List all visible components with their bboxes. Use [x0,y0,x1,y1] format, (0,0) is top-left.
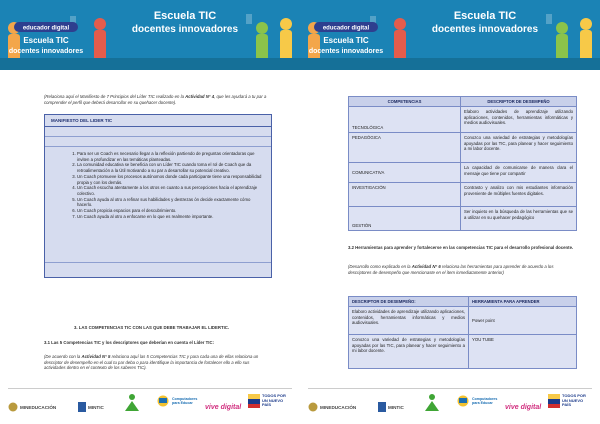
list-item: 4. Un Coach escucha atentamente a los otros en cuanto a sus percepciones hacia el aprendizaje colectivo. [77,185,263,196]
list-item: 5. Un Coach ayuda al otro a refinar sus habilidades y destrezas ón decide exactamente cómo hacerlo. [77,197,263,208]
mineducacion-logo: MINEDUCACIÓN [8,398,56,416]
computer-icon [456,395,470,407]
table-header: DESCRIPTOR DE DESEMPEÑO [461,97,577,107]
table-row: INVESTIGACIÓN Contrasto y analizo con mis estudiantes información proveniente de múltiples fuentes digitales. [349,183,577,207]
footer [0,388,300,424]
banner-title-block [120,10,250,35]
banner-title: Escuela TIC [153,10,217,22]
list-item: 3. Un Coach promueve los procesos autónomos donde cada participante tiene una responsabilidad propia y con los demás. [77,174,263,185]
table-header: HERRAMIENTA PARA APRENDER [469,297,577,307]
header-banner [0,0,300,70]
section-32-title: 3.2 Herramientas para aprender y fortalecerse en las competencias TIC para el desarrollo profesional docente. [348,245,574,250]
table-row: TECNOLÓGICA Elaboro actividades de aprendizaje utilizando aplicaciones, contenidos, herramientas informáticas y medios audiovisuales. [349,107,577,133]
banner-title: Escuela TIC [453,10,517,22]
section-32-paragraph: (Desarrollo como explicado en la Actividad N° 6 relaciona las herramientas para aprender de acuerdo a los descriptores de desempeño que mencionaste en el ítem inmediatamente anterior) [348,264,554,275]
shield-icon [78,402,86,412]
table-header: DESCRIPTOR DE DESEMPEÑO: [349,297,469,307]
logo-line-3: docentes innovadores [308,48,384,55]
sena-logo [124,394,142,412]
list-item: 1. Para ser un Coach es necesario llegar a la reflexión partiendo de preguntas orientadoras que inviten a profundizar en las temáticas planteadas. [77,151,263,162]
logo-line-2: Escuela TIC [23,36,69,45]
section-31-paragraph: (De acuerdo con la Actividad N° 5 relaciona aquí las 5 Competencias TIC y para cada una de ellas relaciona un descriptor de desempeño en el cual tu par deba o para identifique la importancia de fortalecer ello a ello sus actividades dentro en el contexto de los saberes TIC). [44,354,259,371]
logo-line-1: educador digital [322,25,370,32]
flag-icon [548,394,560,408]
computer-icon [156,395,170,407]
educador-digital-logo [308,22,384,62]
todos-por-un-nuevo-pais-logo: TODOS POR UN NUEVO PAÍS [548,392,590,410]
banner-subtitle: docentes innovadores [131,24,239,35]
mineducacion-logo: MINEDUCACIÓN [308,398,356,416]
shield-icon [308,402,318,412]
intro-paragraph: (Relaciona aquí el Manifiesto de 7 Principios del Líder TIC realizado en la Actividad N° 4, que les ayudará a tu par a comprender el perfil que deberá desarrollar en su quehacer docente). [44,94,267,105]
sena-icon [424,393,440,413]
banner-subtitle: docentes innovadores [431,24,539,35]
computadores-para-educar-logo: Computadores para Educar [156,392,202,410]
shield-icon [378,402,386,412]
section-31-title: 3.1 Las 5 Competencias TIC y los descriptores que deberían en cuenta el Líder TIC: [44,340,215,345]
logo-line-1: educador digital [22,25,70,32]
todos-por-un-nuevo-pais-logo: TODOS POR UN NUEVO PAÍS [248,392,290,410]
sena-icon [124,393,140,413]
table-row: COMUNICATIVA La capacidad de comunicarse de manera clara el mensaje que tiene por compartir [349,163,577,183]
list-item: 6. Un Coach propicia espacios para el descubrimiento. [77,208,263,214]
competencies-table [348,96,577,231]
table-row: GESTIÓN Ser inquieto en la búsqueda de las herramientas que se a utilizar en su quehacer pedagógico [349,207,577,231]
flag-icon [248,394,260,408]
footer [300,388,600,424]
table-row: Conozco una variedad de estrategias y metodologías apoyadas por las TIC, para planear y hacer seguimiento a mi labor docente. YOU TUBE [349,335,577,369]
educador-digital-logo [8,22,84,62]
shield-icon [8,402,18,412]
vive-digital-logo: vive digital [505,403,542,411]
table-header: COMPETENCIAS [349,97,461,107]
list-item: 2. La comunidad educativa se beneficia con un Líder TIC cuando toma el rol de Coach que da retroalimentación a la Útil motivando a su par a desarrollar su potencial creativo. [77,162,263,173]
principles-list [63,151,263,219]
logo-line-2: Escuela TIC [323,36,369,45]
logo-line-3: docentes innovadores [8,48,84,55]
header-banner [300,0,600,70]
mintic-logo: MINTIC [78,398,104,416]
tools-table [348,296,577,369]
right-page [300,0,600,424]
manifesto-title: MANIFIESTO DEL LIDER TIC [45,115,271,127]
section-3-title: 3. LAS COMPETENCIAS TIC CON LAS QUE DEBE TRABAJAR EL LIDERTIC. [74,325,230,330]
computadores-para-educar-logo: Computadores para Educar [456,392,502,410]
table-row: PEDAGÓGICA Conozco una variedad de estrategias y metodologías apoyadas por las TIC, para planear y hacer seguimiento a mi labor docente. [349,133,577,163]
list-item: 7. Un Coach ayuda al otro a enfocarse en lo que es realmente importante. [77,214,263,220]
banner-title-block [420,10,550,35]
sena-logo [424,394,442,412]
vive-digital-logo: vive digital [205,403,242,411]
manifesto-box [44,114,272,278]
table-row: Elaboro actividades de aprendizaje utilizando aplicaciones, contenidos, herramientas informáticas y medios audiovisuales. Power point [349,307,577,335]
mintic-logo: MINTIC [378,398,404,416]
